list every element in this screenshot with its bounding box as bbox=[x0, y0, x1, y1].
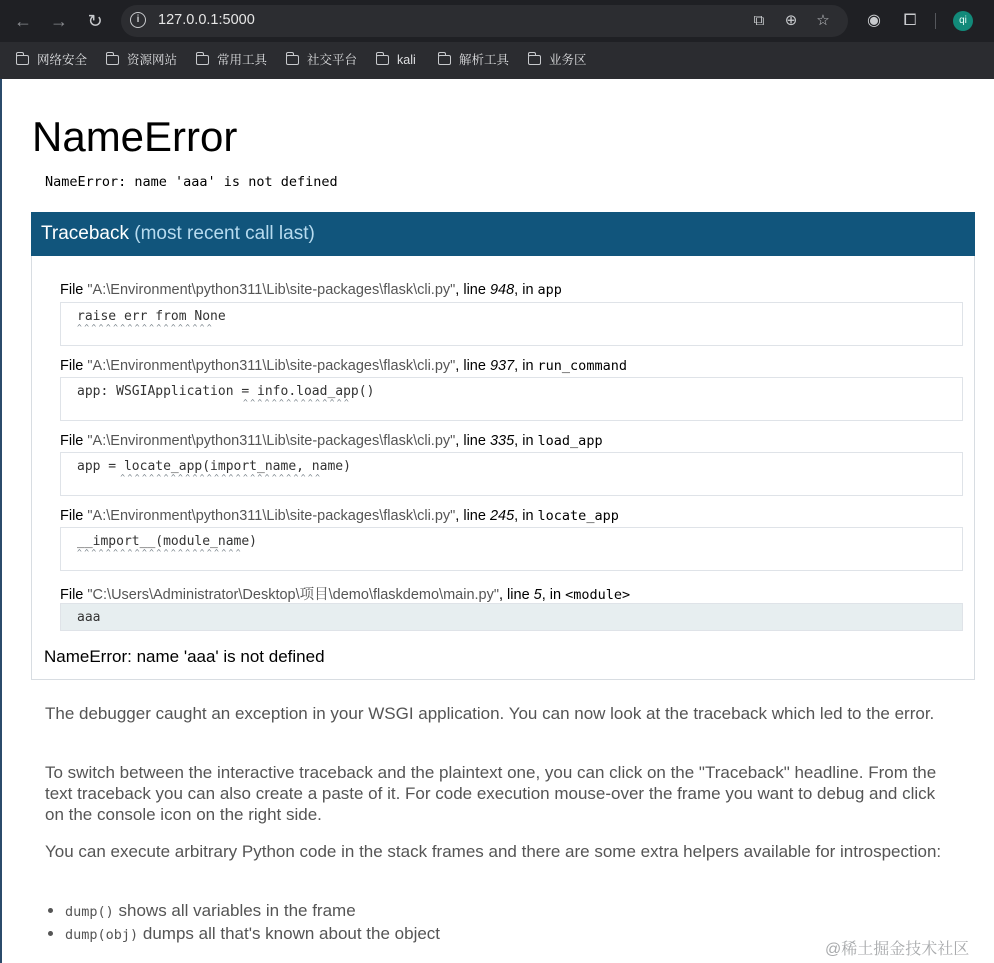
frame-code: app: WSGIApplication = info.load_app() bbox=[77, 384, 375, 399]
list-item bbox=[65, 923, 440, 946]
extension-record-icon[interactable]: ◉ bbox=[867, 12, 881, 29]
frame-code: aaa bbox=[77, 610, 101, 625]
folder-icon bbox=[528, 55, 541, 65]
translate-icon[interactable]: ⧉ bbox=[753, 12, 765, 29]
extensions-puzzle-icon[interactable]: ⧠ bbox=[903, 12, 917, 29]
helper-code: dump() bbox=[65, 904, 114, 920]
folder-icon bbox=[376, 55, 389, 65]
frame-carets: ^^^^^^^^^^^^^^^^^^^ bbox=[77, 323, 215, 332]
helper-code: dump(obj) bbox=[65, 927, 139, 943]
bookmark-label: 网络安全 bbox=[37, 53, 88, 67]
frame-function: load_app bbox=[537, 433, 603, 449]
frame-file-line: File "A:\Environment\python311\Lib\site-packages\flask\cli.py", line 948, in app bbox=[60, 282, 562, 298]
frame-code-block[interactable] bbox=[60, 527, 963, 571]
page-title: NameError bbox=[32, 113, 238, 160]
frame-function: app bbox=[537, 282, 562, 298]
traceback-header[interactable] bbox=[31, 212, 975, 256]
frame-line-number: 937 bbox=[489, 358, 515, 374]
frame-file-line: File "A:\Environment\python311\Lib\site-packages\flask\cli.py", line 245, in locate_app bbox=[60, 508, 619, 524]
bookmark-label: 资源网站 bbox=[127, 53, 178, 67]
forward-icon[interactable]: → bbox=[50, 11, 68, 31]
frame-code-block-current[interactable] bbox=[60, 603, 963, 631]
bookmark-label: 常用工具 bbox=[217, 53, 268, 67]
bookmark-label: 解析工具 bbox=[459, 53, 510, 67]
error-message: NameError: name 'aaa' is not defined bbox=[45, 174, 338, 190]
bookmark-label: 社交平台 bbox=[307, 53, 358, 67]
folder-icon bbox=[438, 55, 451, 65]
frame-carets: ^^^^^^^^^^^^^^^ bbox=[77, 398, 352, 407]
frame-function: locate_app bbox=[537, 508, 619, 524]
browser-toolbar bbox=[0, 0, 994, 42]
frame-code: __import__(module_name) bbox=[77, 534, 258, 549]
bookmark-folder[interactable] bbox=[528, 51, 587, 69]
frame-carets: ^^^^^^^^^^^^^^^^^^^^^^^^^^^^ bbox=[77, 473, 323, 482]
frame-code-block[interactable] bbox=[60, 452, 963, 496]
window-edge bbox=[0, 79, 2, 963]
zoom-icon[interactable]: ⊕ bbox=[784, 12, 798, 29]
bookmark-folder[interactable] bbox=[106, 51, 177, 69]
frame-file-path: "C:\Users\Administrator\Desktop\项目\demo\flaskdemo\main.py" bbox=[87, 587, 499, 603]
frame-file-path: "A:\Environment\python311\Lib\site-packages\flask\cli.py" bbox=[87, 508, 456, 524]
frame-function: run_command bbox=[537, 358, 627, 374]
list-item bbox=[65, 900, 440, 923]
frame-file-path: "A:\Environment\python311\Lib\site-packages\flask\cli.py" bbox=[87, 282, 456, 298]
frame-file-path: "A:\Environment\python311\Lib\site-packages\flask\cli.py" bbox=[87, 433, 456, 449]
url-text[interactable]: 127.0.0.1:5000 bbox=[158, 12, 255, 28]
address-bar[interactable] bbox=[121, 5, 848, 37]
traceback-sub-label: (most recent call last) bbox=[134, 223, 315, 244]
bookmark-star-icon[interactable]: ☆ bbox=[816, 12, 830, 29]
frame-line-number: 245 bbox=[489, 508, 515, 524]
explanation-paragraph: You can execute arbitrary Python code in the stack frames and there are some extra helpers available for introspection: bbox=[45, 842, 942, 861]
frame-file-line: File "A:\Environment\python311\Lib\site-packages\flask\cli.py", line 937, in run_command bbox=[60, 358, 627, 374]
frame-function: <module> bbox=[565, 587, 631, 603]
bookmark-folder[interactable] bbox=[196, 51, 267, 69]
bookmark-folder[interactable] bbox=[16, 51, 87, 69]
frame-file-line: File "A:\Environment\python311\Lib\site-packages\flask\cli.py", line 335, in load_app bbox=[60, 433, 603, 449]
bookmark-label: 业务区 bbox=[549, 53, 587, 67]
frame-file-path: "A:\Environment\python311\Lib\site-packages\flask\cli.py" bbox=[87, 358, 456, 374]
frame-line-number: 948 bbox=[489, 282, 515, 298]
frame-code-block[interactable] bbox=[60, 302, 963, 346]
frame-file-line: File "C:\Users\Administrator\Desktop\项目\demo\flaskdemo\main.py", line 5, in <module> bbox=[60, 587, 631, 603]
reload-icon[interactable]: ↻ bbox=[87, 11, 103, 31]
frame-line-number: 5 bbox=[533, 587, 542, 603]
folder-icon bbox=[16, 55, 29, 65]
frame-carets: ^^^^^^^^^^^^^^^^^^^^^^^ bbox=[77, 548, 243, 557]
folder-icon bbox=[106, 55, 119, 65]
folder-icon bbox=[196, 55, 209, 65]
bookmark-folder[interactable] bbox=[438, 51, 509, 69]
bookmark-label: kali bbox=[397, 53, 416, 67]
plaintext-error: NameError: name 'aaa' is not defined bbox=[44, 647, 325, 666]
helper-text: shows all variables in the frame bbox=[113, 901, 356, 920]
back-icon[interactable]: ← bbox=[14, 11, 32, 31]
site-info-icon[interactable]: i bbox=[130, 12, 146, 28]
helpers-list bbox=[45, 900, 440, 946]
folder-icon bbox=[286, 55, 299, 65]
toolbar-divider bbox=[935, 13, 936, 29]
watermark: @稀土掘金技术社区 bbox=[825, 941, 970, 958]
bookmark-folder[interactable] bbox=[286, 51, 357, 69]
bookmarks-bar bbox=[0, 42, 994, 79]
helper-text: dumps all that's known about the object bbox=[138, 924, 441, 943]
explanation-paragraph: To switch between the interactive traceback and the plaintext one, you can click on the "Traceback" headline. From the text traceback you can also create a paste of it. For code execution mouse-over the frame you want to debug and click on the console icon on the right side. bbox=[45, 763, 937, 824]
bookmark-folder[interactable] bbox=[376, 51, 416, 69]
profile-avatar[interactable]: qi bbox=[953, 11, 973, 31]
frame-code-block[interactable] bbox=[60, 377, 963, 421]
traceback-label: Traceback bbox=[41, 223, 129, 244]
frame-code: raise err from None bbox=[77, 309, 226, 324]
frame-line-number: 335 bbox=[489, 433, 515, 449]
explanation-paragraph: The debugger caught an exception in your WSGI application. You can now look at the traceback which led to the error. bbox=[45, 704, 935, 723]
frame-code: app = locate_app(import_name, name) bbox=[77, 459, 351, 474]
